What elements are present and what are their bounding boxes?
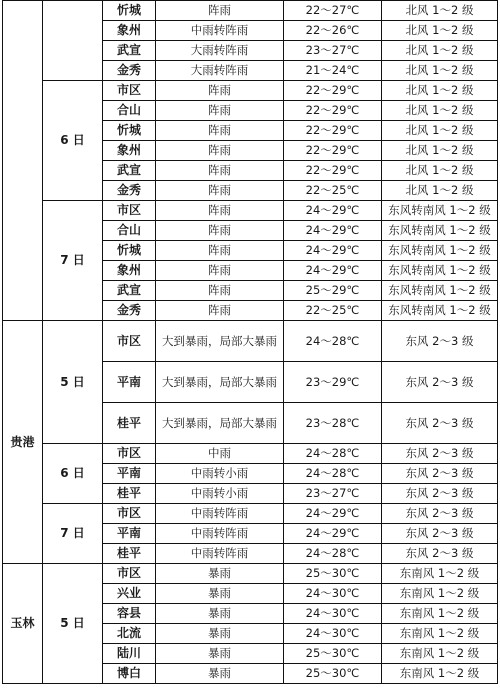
temperature-cell: 23～28℃ — [284, 403, 382, 444]
temperature-cell: 22～29℃ — [284, 161, 382, 181]
temperature-cell: 24～28℃ — [284, 464, 382, 484]
wind-cell: 东风 2～3 级 — [382, 444, 498, 464]
county-cell: 金秀 — [103, 61, 156, 81]
county-cell: 市区 — [103, 321, 156, 362]
table-row — [3, 444, 498, 464]
weather-cell: 阵雨 — [156, 161, 284, 181]
county-cell: 合山 — [103, 221, 156, 241]
day-cell — [43, 1, 103, 81]
county-cell: 平南 — [103, 464, 156, 484]
table-row — [3, 81, 498, 101]
weather-cell: 阵雨 — [156, 301, 284, 321]
county-cell: 忻城 — [103, 1, 156, 21]
temperature-cell: 24～29℃ — [284, 524, 382, 544]
temperature-cell: 23～27℃ — [284, 484, 382, 504]
temperature-cell: 22～29℃ — [284, 141, 382, 161]
weather-cell: 暴雨 — [156, 664, 284, 684]
weather-cell: 中雨转阵雨 — [156, 544, 284, 564]
weather-cell: 大雨转阵雨 — [156, 61, 284, 81]
wind-cell: 东风 2～3 级 — [382, 504, 498, 524]
weather-cell: 中雨转小雨 — [156, 484, 284, 504]
table-row — [3, 564, 498, 584]
temperature-cell: 24～28℃ — [284, 321, 382, 362]
wind-cell: 东南风 1～2 级 — [382, 564, 498, 584]
wind-cell: 北风 1～2 级 — [382, 121, 498, 141]
weather-cell: 中雨转阵雨 — [156, 524, 284, 544]
temperature-cell: 22～27℃ — [284, 1, 382, 21]
county-cell: 市区 — [103, 444, 156, 464]
wind-cell: 北风 1～2 级 — [382, 1, 498, 21]
county-cell: 象州 — [103, 261, 156, 281]
weather-cell: 阵雨 — [156, 201, 284, 221]
temperature-cell: 22～25℃ — [284, 301, 382, 321]
wind-cell: 东南风 1～2 级 — [382, 624, 498, 644]
wind-cell: 东风转南风 1～2 级 — [382, 281, 498, 301]
temperature-cell: 22～26℃ — [284, 21, 382, 41]
county-cell: 武宣 — [103, 41, 156, 61]
weather-forecast-table — [2, 0, 498, 684]
county-cell: 武宣 — [103, 281, 156, 301]
wind-cell: 东风转南风 1～2 级 — [382, 261, 498, 281]
county-cell: 桂平 — [103, 544, 156, 564]
wind-cell: 东风转南风 1～2 级 — [382, 201, 498, 221]
temperature-cell: 22～29℃ — [284, 81, 382, 101]
weather-cell: 大到暴雨，局部大暴雨 — [156, 362, 284, 403]
county-cell: 象州 — [103, 21, 156, 41]
temperature-cell: 24～30℃ — [284, 584, 382, 604]
day-cell: 7 日 — [43, 504, 103, 564]
wind-cell: 东风 2～3 级 — [382, 403, 498, 444]
county-cell: 平南 — [103, 524, 156, 544]
city-cell — [3, 1, 43, 321]
wind-cell: 北风 1～2 级 — [382, 101, 498, 121]
weather-cell: 大雨转阵雨 — [156, 41, 284, 61]
weather-cell: 阵雨 — [156, 181, 284, 201]
temperature-cell: 24～29℃ — [284, 261, 382, 281]
weather-cell: 暴雨 — [156, 644, 284, 664]
temperature-cell: 23～29℃ — [284, 362, 382, 403]
temperature-cell: 22～29℃ — [284, 121, 382, 141]
county-cell: 桂平 — [103, 403, 156, 444]
city-cell: 贵港 — [3, 321, 43, 564]
wind-cell: 北风 1～2 级 — [382, 81, 498, 101]
temperature-cell: 23～27℃ — [284, 41, 382, 61]
weather-cell: 中雨转小雨 — [156, 464, 284, 484]
weather-cell: 中雨转阵雨 — [156, 504, 284, 524]
wind-cell: 东南风 1～2 级 — [382, 664, 498, 684]
wind-cell: 东南风 1～2 级 — [382, 584, 498, 604]
temperature-cell: 21～24℃ — [284, 61, 382, 81]
weather-cell: 暴雨 — [156, 584, 284, 604]
temperature-cell: 24～29℃ — [284, 201, 382, 221]
weather-cell: 暴雨 — [156, 624, 284, 644]
weather-cell: 中雨 — [156, 444, 284, 464]
weather-cell: 阵雨 — [156, 221, 284, 241]
wind-cell: 北风 1～2 级 — [382, 141, 498, 161]
temperature-cell: 25～30℃ — [284, 564, 382, 584]
table-row — [3, 201, 498, 221]
weather-cell: 暴雨 — [156, 604, 284, 624]
county-cell: 市区 — [103, 201, 156, 221]
wind-cell: 东风转南风 1～2 级 — [382, 301, 498, 321]
county-cell: 陆川 — [103, 644, 156, 664]
county-cell: 忻城 — [103, 241, 156, 261]
weather-cell: 大到暴雨，局部大暴雨 — [156, 321, 284, 362]
day-cell: 6 日 — [43, 81, 103, 201]
temperature-cell: 25～30℃ — [284, 644, 382, 664]
wind-cell: 东风 2～3 级 — [382, 321, 498, 362]
county-cell: 桂平 — [103, 484, 156, 504]
table-row — [3, 504, 498, 524]
county-cell: 博白 — [103, 664, 156, 684]
weather-cell: 暴雨 — [156, 564, 284, 584]
city-cell: 玉林 — [3, 564, 43, 684]
day-cell: 5 日 — [43, 564, 103, 684]
day-cell: 5 日 — [43, 321, 103, 444]
county-cell: 容县 — [103, 604, 156, 624]
table-row — [3, 1, 498, 21]
wind-cell: 东风 2～3 级 — [382, 484, 498, 504]
county-cell: 武宣 — [103, 161, 156, 181]
day-cell: 7 日 — [43, 201, 103, 321]
county-cell: 象州 — [103, 141, 156, 161]
weather-cell: 阵雨 — [156, 121, 284, 141]
temperature-cell: 24～30℃ — [284, 604, 382, 624]
wind-cell: 北风 1～2 级 — [382, 41, 498, 61]
temperature-cell: 22～25℃ — [284, 181, 382, 201]
wind-cell: 东风转南风 1～2 级 — [382, 241, 498, 261]
wind-cell: 北风 1～2 级 — [382, 21, 498, 41]
weather-cell: 阵雨 — [156, 241, 284, 261]
wind-cell: 东南风 1～2 级 — [382, 604, 498, 624]
weather-cell: 阵雨 — [156, 261, 284, 281]
county-cell: 兴业 — [103, 584, 156, 604]
temperature-cell: 25～30℃ — [284, 664, 382, 684]
temperature-cell: 24～29℃ — [284, 241, 382, 261]
county-cell: 金秀 — [103, 301, 156, 321]
weather-cell: 阵雨 — [156, 1, 284, 21]
wind-cell: 北风 1～2 级 — [382, 161, 498, 181]
wind-cell: 东南风 1～2 级 — [382, 644, 498, 664]
temperature-cell: 24～29℃ — [284, 221, 382, 241]
wind-cell: 东风转南风 1～2 级 — [382, 221, 498, 241]
weather-cell: 阵雨 — [156, 81, 284, 101]
wind-cell: 东风 2～3 级 — [382, 524, 498, 544]
weather-cell: 阵雨 — [156, 101, 284, 121]
county-cell: 合山 — [103, 101, 156, 121]
county-cell: 北流 — [103, 624, 156, 644]
wind-cell: 东风 2～3 级 — [382, 464, 498, 484]
wind-cell: 东风 2～3 级 — [382, 362, 498, 403]
temperature-cell: 22～29℃ — [284, 101, 382, 121]
county-cell: 市区 — [103, 564, 156, 584]
wind-cell: 北风 1～2 级 — [382, 181, 498, 201]
weather-cell: 阵雨 — [156, 281, 284, 301]
temperature-cell: 24～28℃ — [284, 444, 382, 464]
weather-cell: 大到暴雨，局部大暴雨 — [156, 403, 284, 444]
wind-cell: 北风 1～2 级 — [382, 61, 498, 81]
county-cell: 市区 — [103, 81, 156, 101]
county-cell: 金秀 — [103, 181, 156, 201]
county-cell: 平南 — [103, 362, 156, 403]
temperature-cell: 24～30℃ — [284, 624, 382, 644]
wind-cell: 东风 2～3 级 — [382, 544, 498, 564]
weather-cell: 阵雨 — [156, 141, 284, 161]
temperature-cell: 24～28℃ — [284, 544, 382, 564]
county-cell: 忻城 — [103, 121, 156, 141]
county-cell: 市区 — [103, 504, 156, 524]
temperature-cell: 24～29℃ — [284, 504, 382, 524]
table-row — [3, 321, 498, 362]
weather-cell: 中雨转阵雨 — [156, 21, 284, 41]
temperature-cell: 25～29℃ — [284, 281, 382, 301]
day-cell: 6 日 — [43, 444, 103, 504]
